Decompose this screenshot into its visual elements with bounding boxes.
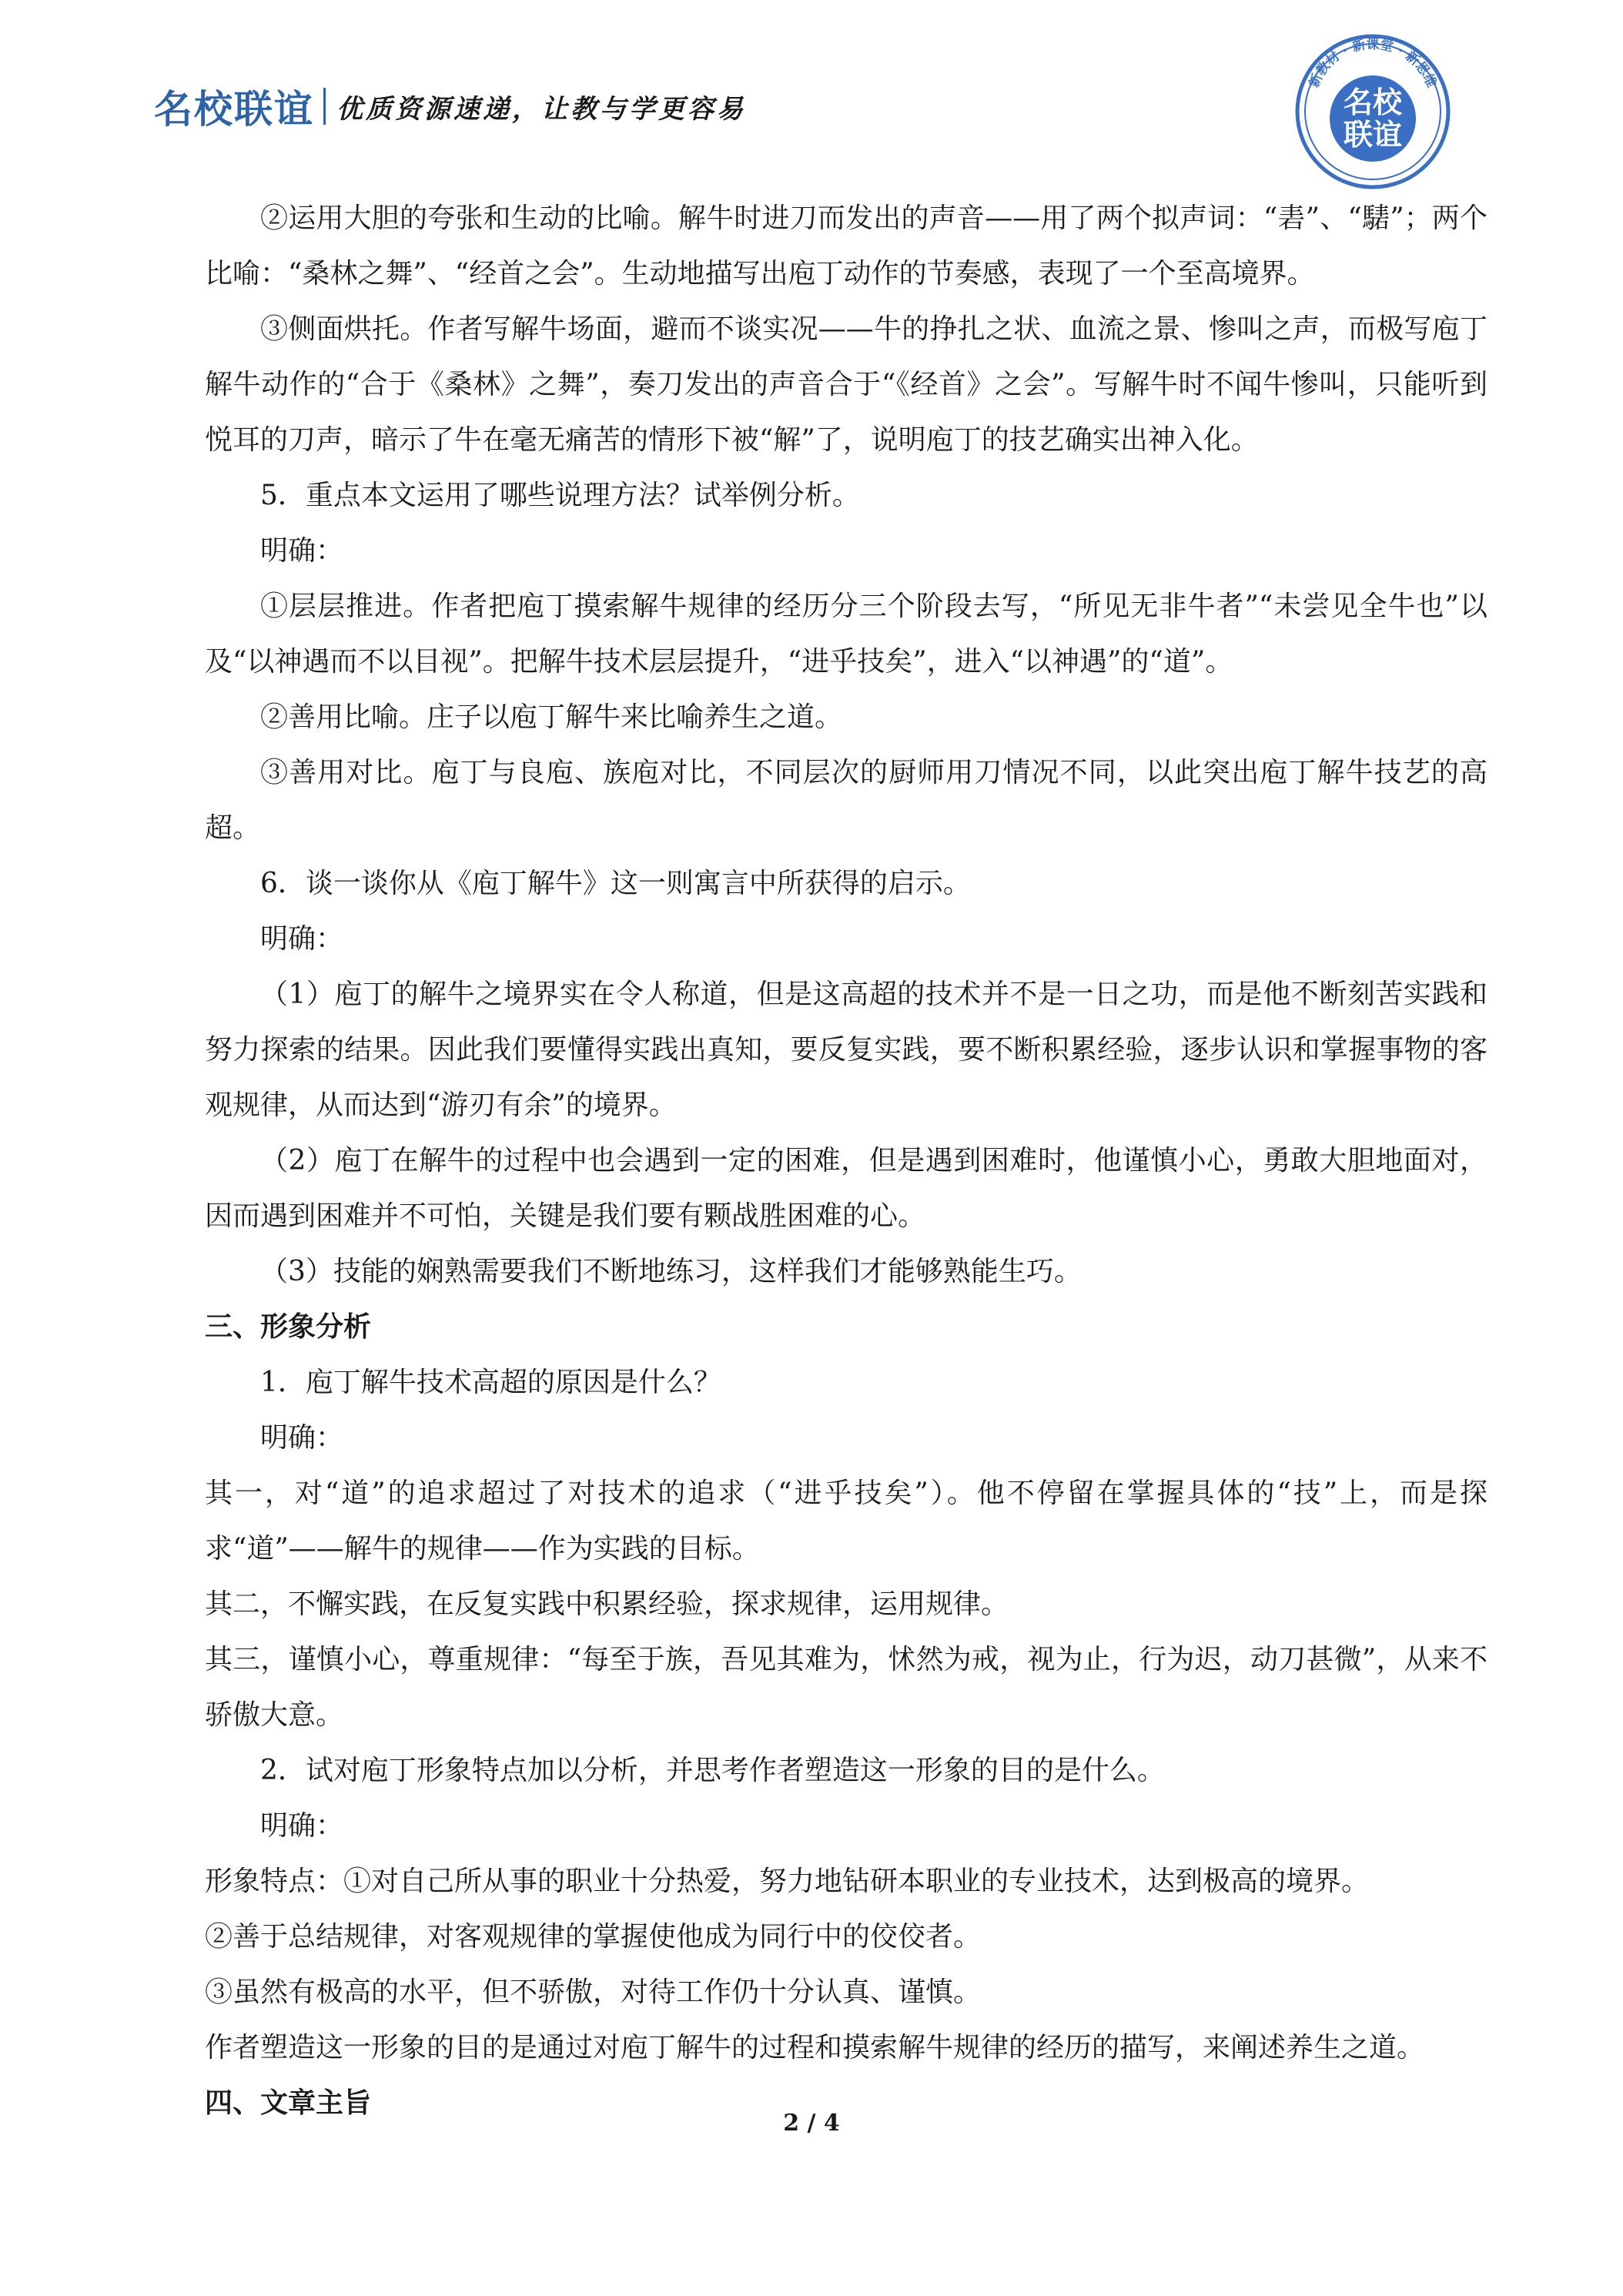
paragraph: 作者塑造这一形象的目的是通过对庖丁解牛的过程和摸索解牛规律的经历的描写，来阐述养生之道。 bbox=[205, 2032, 1425, 2063]
paragraph: ③善用对比。庖丁与良庖、族庖对比，不同层次的厨师用刀情况不同，以此突出庖丁解牛技艺的高超。 bbox=[205, 757, 1487, 844]
paragraph: 其二，不懈实践，在反复实践中积累经验，探求规律，运用规律。 bbox=[205, 1588, 1009, 1620]
paragraph: 形象特点：①对自己所从事的职业十分热爱，努力地钻研本职业的专业技术，达到极高的境界。 bbox=[205, 1866, 1370, 1897]
header-divider bbox=[323, 88, 326, 125]
seal-center-line2: 联谊 bbox=[1343, 118, 1403, 152]
paragraph: 其三，谨慎小心，尊重规律：“每至于族，吾见其难为，怵然为戒，视为止，行为迟，动刀甚微”，从来不骄傲大意。 bbox=[205, 1644, 1487, 1731]
paragraph: （2）庖丁在解牛的过程中也会遇到一定的困难，但是遇到困难时，他谨慎小心，勇敢大胆地面对，因而遇到困难并不可怕，关键是我们要有颗战胜困难的心。 bbox=[205, 1145, 1487, 1232]
paragraph: 明确： bbox=[260, 1810, 344, 1842]
paragraph: 2．试对庖丁形象特点加以分析，并思考作者塑造这一形象的目的是什么。 bbox=[260, 1755, 1165, 1786]
seal-stamp-icon bbox=[1293, 32, 1452, 191]
document-body bbox=[205, 191, 1487, 2131]
section-heading: 四、文章主旨 bbox=[205, 2087, 372, 2119]
paragraph: 5．重点本文运用了哪些说理方法？试举例分析。 bbox=[260, 480, 860, 511]
paragraph: ③侧面烘托。作者写解牛场面，避而不谈实况——牛的挣扎之状、血流之景、惨叫之声，而极写庖丁解牛动作的“合于《桑林》之舞”，奏刀发出的声音合于“《经首》之会”。写解牛时不闻牛惨叫，只能听到悦耳的刀声，暗示了牛在毫无痛苦的情形下被“解”了，说明庖丁的技艺确实出神入化。 bbox=[205, 313, 1487, 456]
paragraph: 其一，对“道”的追求超过了对技术的追求（“进乎技矣”）。他不停留在掌握具体的“技”上，而是探求“道”——解牛的规律——作为实践的目标。 bbox=[205, 1478, 1487, 1565]
section-heading: 三、形象分析 bbox=[205, 1311, 372, 1343]
paragraph: 1．庖丁解牛技术高超的原因是什么？ bbox=[260, 1367, 721, 1398]
paragraph: ②善用比喻。庄子以庖丁解牛来比喻养生之道。 bbox=[260, 701, 843, 733]
paragraph: （3）技能的娴熟需要我们不断地练习，这样我们才能够熟能生巧。 bbox=[260, 1256, 1082, 1287]
paragraph: ②运用大胆的夸张和生动的比喻。解牛时进刀而发出的声音——用了两个拟声词：“砉”、“騞”；两个比喻：“桑林之舞”、“经首之会”。生动地描写出庖丁动作的节奏感，表现了一个至高境界。 bbox=[205, 202, 1487, 290]
paragraph: ②善于总结规律，对客观规律的掌握使他成为同行中的佼佼者。 bbox=[205, 1921, 982, 1953]
brand-logo-text: 名校联谊 bbox=[154, 87, 314, 132]
paragraph: （1）庖丁的解牛之境界实在令人称道，但是这高超的技术并不是一日之功，而是他不断刻苦实践和努力探索的结果。因此我们要懂得实践出真知，要反复实践，要不断积累经验，逐步认识和掌握事物的客观规律，从而达到“游刃有余”的境界。 bbox=[205, 979, 1487, 1121]
seal-ring-textpath: 新教材 · 新课堂 · 新思维 bbox=[1306, 36, 1440, 90]
page-number: 2 / 4 bbox=[783, 2110, 840, 2137]
seal-center-line1: 名校 bbox=[1343, 85, 1403, 119]
paragraph: 6．谈一谈你从《庖丁解牛》这一则寓言中所获得的启示。 bbox=[260, 868, 971, 899]
page-header bbox=[154, 83, 746, 132]
paragraph: ①层层推进。作者把庖丁摸索解牛规律的经历分三个阶段去写，“所见无非牛者”“未尝见全牛也”以及“以神遇而不以目视”。把解牛技术层层提升，“进乎技矣”，进入“以神遇”的“道”。 bbox=[205, 591, 1487, 678]
header-slogan: 优质资源速递，让教与学更容易 bbox=[336, 93, 746, 125]
paragraph: 明确： bbox=[260, 535, 344, 567]
paragraph: ③虽然有极高的水平，但不骄傲，对待工作仍十分认真、谨慎。 bbox=[205, 1976, 982, 2008]
paragraph: 明确： bbox=[260, 1422, 344, 1454]
paragraph: 明确： bbox=[260, 923, 344, 955]
